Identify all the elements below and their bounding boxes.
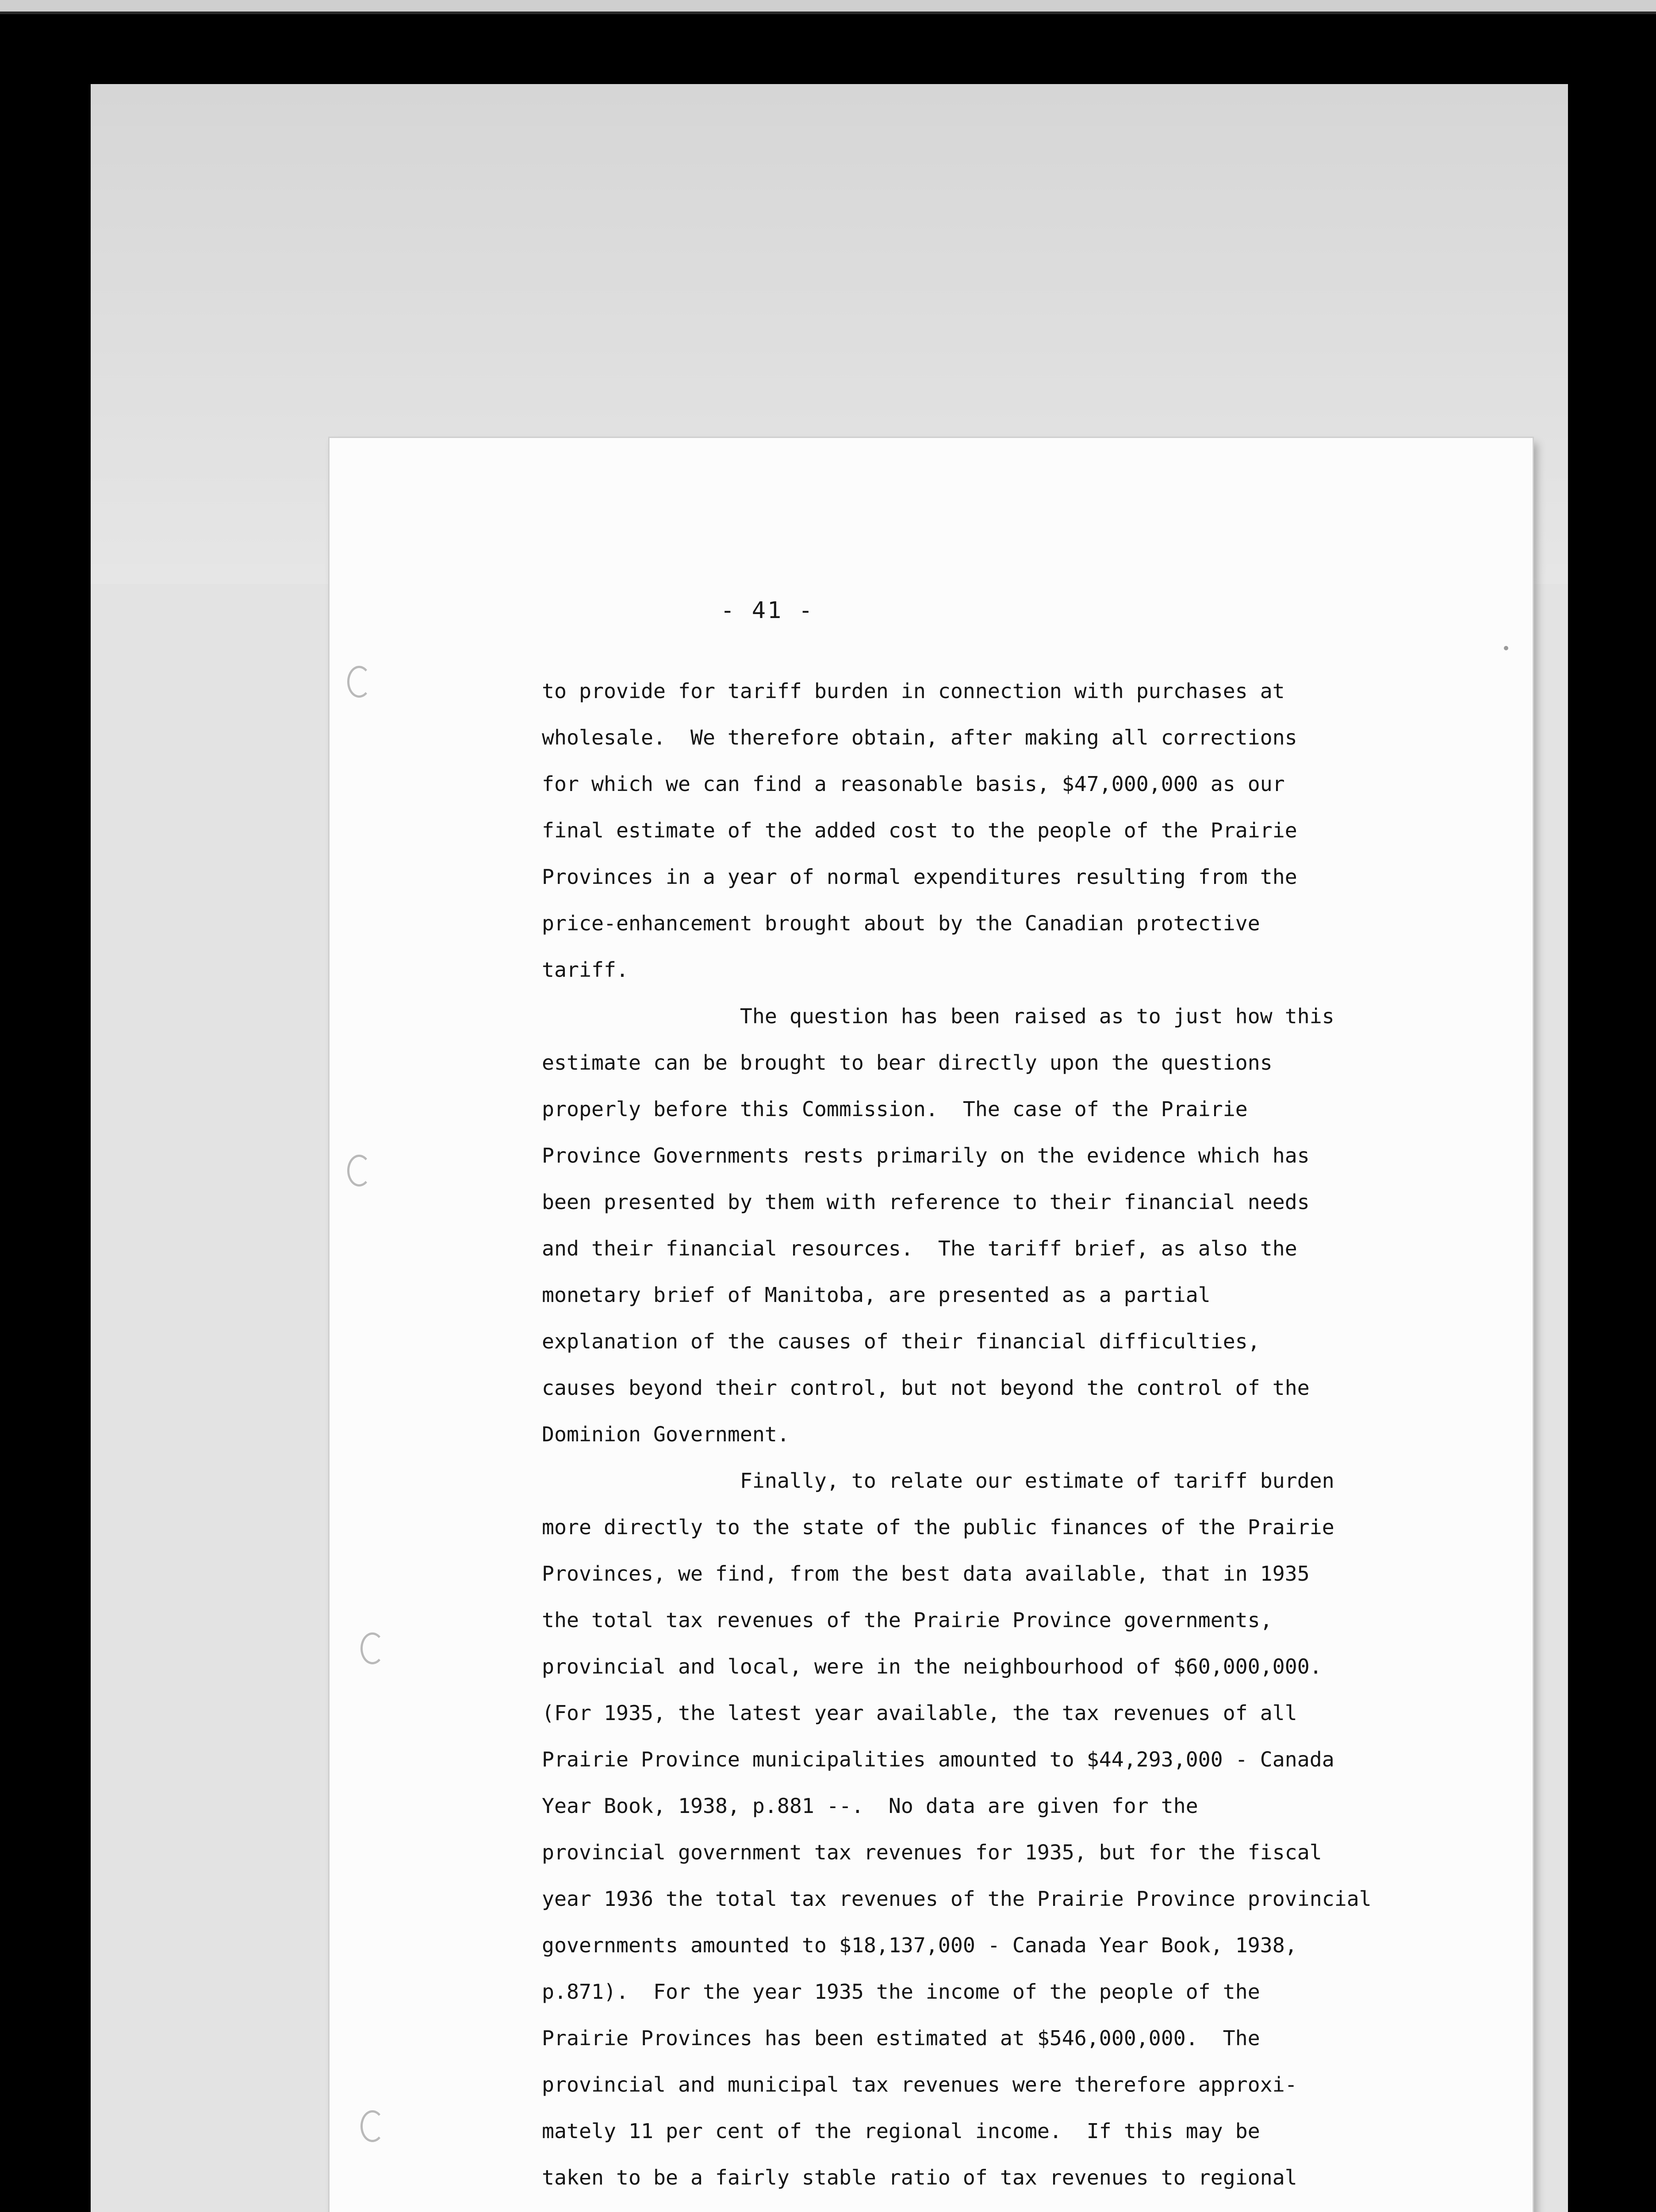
text-line: the total tax revenues of the Prairie Province governments, — [542, 1608, 1273, 1632]
text-line: been presented by them with reference to their financial needs — [542, 1190, 1310, 1214]
text-line: and their financial resources. The tariff brief, as also the — [542, 1237, 1297, 1260]
scanner-top-strip — [0, 0, 1656, 12]
text-line: mately 11 per cent of the regional income. If this may be — [542, 2119, 1260, 2143]
punch-hole-mark — [347, 1155, 371, 1187]
text-line: year 1936 the total tax revenues of the Prairie Province provincial — [542, 1887, 1372, 1911]
text-line: estimate can be brought to bear directly upon the questions — [542, 1051, 1273, 1075]
text-line: Dominion Government. — [542, 1422, 790, 1446]
text-line: Prairie Provinces has been estimated at $546,000,000. The — [542, 2026, 1260, 2050]
text-line: price-enhancement brought about by the Canadian protective — [542, 911, 1260, 935]
text-line: for which we can find a reasonable basis, $47,000,000 as our — [542, 772, 1285, 796]
text-line: Province Governments rests primarily on the evidence which has — [542, 1144, 1310, 1167]
text-line: The question has been raised as to just how this — [542, 1004, 1334, 1028]
text-line: Provinces in a year of normal expenditures resulting from the — [542, 865, 1297, 889]
text-line: (For 1935, the latest year available, the tax revenues of all — [542, 1701, 1297, 1725]
text-line: provincial government tax revenues for 1935, but for the fiscal — [542, 1840, 1322, 1864]
text-line: monetary brief of Manitoba, are presented as a partial — [542, 1283, 1211, 1307]
dust-speck — [1504, 646, 1508, 650]
scanner-top-edge — [0, 12, 1656, 14]
text-line: Provinces, we find, from the best data available, that in 1935 — [542, 1562, 1310, 1586]
text-line: final estimate of the added cost to the people of the Prairie — [542, 818, 1297, 842]
text-line: causes beyond their control, but not beyond the control of the — [542, 1376, 1310, 1400]
text-line: taken to be a fairly stable ratio of tax revenues to regional — [542, 2166, 1297, 2189]
text-line: Year Book, 1938, p.881 --. No data are given for the — [542, 1794, 1198, 1818]
backing-sheet — [91, 84, 1568, 2212]
text-line: properly before this Commission. The case of the Prairie — [542, 1097, 1248, 1121]
document-page — [330, 438, 1533, 2212]
punch-hole-mark — [360, 2110, 384, 2142]
text-line — [542, 2201, 1528, 2212]
punch-hole-mark — [347, 666, 371, 698]
page-number: - 41 - — [721, 597, 814, 624]
text-line: wholesale. We therefore obtain, after making all corrections — [542, 726, 1297, 749]
text-line: Finally, to relate our estimate of tariff burden — [542, 1469, 1334, 1493]
text-line: provincial and municipal tax revenues were therefore approxi- — [542, 2073, 1297, 2097]
text-line: to provide for tariff burden in connection with purchases at — [542, 679, 1285, 703]
text-line: explanation of the causes of their financial difficulties, — [542, 1329, 1260, 1353]
text-line: tariff. — [542, 958, 629, 982]
body-text — [542, 668, 1528, 2212]
text-line: provincial and local, were in the neighbourhood of $60,000,000. — [542, 1655, 1322, 1678]
text-line: more directly to the state of the public finances of the Prairie — [542, 1515, 1334, 1539]
text-line: p.871). For the year 1935 the income of the people of the — [542, 1980, 1260, 2004]
text-line: Prairie Province municipalities amounted to $44,293,000 - Canada — [542, 1747, 1334, 1771]
punch-hole-mark — [360, 1632, 384, 1664]
text-line: governments amounted to $18,137,000 - Canada Year Book, 1938, — [542, 1933, 1297, 1957]
